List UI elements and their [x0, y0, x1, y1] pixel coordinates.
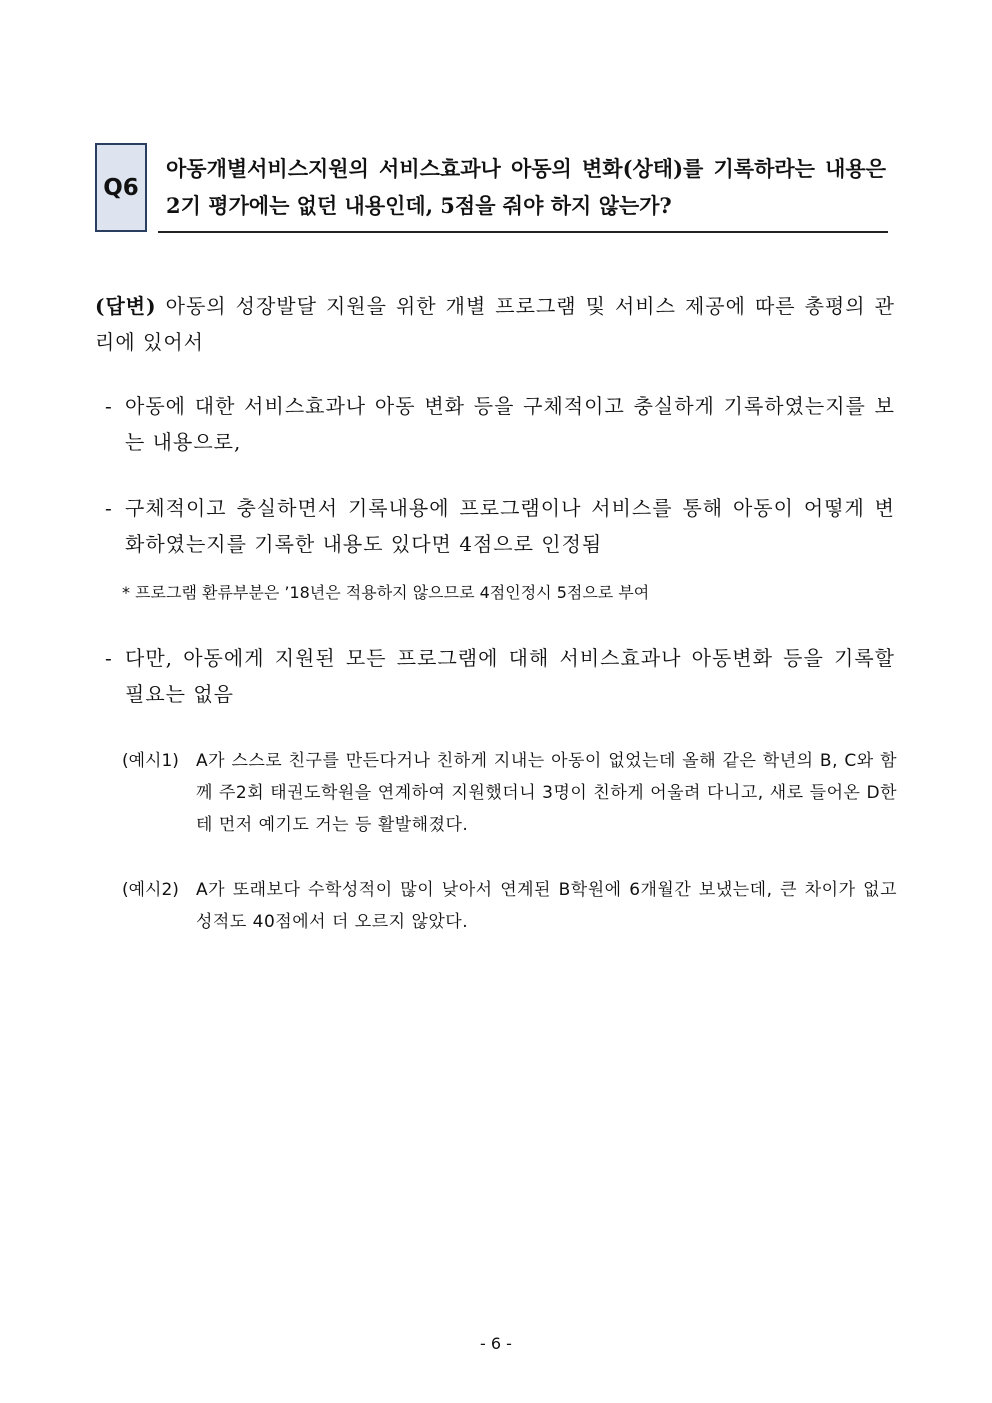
footnote: * 프로그램 환류부분은 ’18년은 적용하지 않으므로 4점인정시 5점으로 부여 [122, 583, 650, 602]
example-text: A가 또래보다 수학성적이 많이 낮아서 연계된 B학원에 6개월간 보냈는데, 큰 차이가 없고 성적도 40점에서 더 오르지 않았다. [196, 880, 897, 932]
bullet-item [105, 640, 895, 712]
example-item [122, 874, 897, 938]
bullet-item [105, 388, 895, 460]
example-item [122, 745, 897, 841]
bullet-dash: - [105, 394, 113, 418]
bullet-text: 다만, 아동에게 지원된 모든 프로그램에 대해 서비스효과나 아동변화 등을 기록할 필요는 없음 [125, 646, 895, 706]
question-underline [158, 231, 888, 233]
example-text: A가 스스로 친구를 만든다거나 친하게 지내는 아동이 없었는데 올해 같은 학년의 B, C와 함께 주2회 태권도학원을 연계하여 지원했더니 3명이 친하게 어울려 다니고, 새로 들어온 D한테 먼저 예기도 거는 등 활발해졌다. [196, 751, 897, 835]
question-number: Q6 [103, 174, 139, 201]
example-label: (예시1) [122, 751, 179, 771]
bullet-dash: - [105, 496, 113, 520]
page-number: - 6 - [480, 1334, 512, 1353]
answer-paragraph [95, 288, 895, 360]
bullet-text: 아동에 대한 서비스효과나 아동 변화 등을 구체적이고 충실하게 기록하였는지를 보는 내용으로, [125, 394, 895, 454]
question-number-box [95, 143, 147, 232]
answer-intro: 아동의 성장발달 지원을 위한 개별 프로그램 및 서비스 제공에 따른 총평의 관리에 있어서 [95, 294, 895, 354]
bullet-item [105, 490, 895, 562]
answer-label: (답변) [95, 294, 157, 318]
bullet-dash: - [105, 646, 113, 670]
bullet-text: 구체적이고 충실하면서 기록내용에 프로그램이나 서비스를 통해 아동이 어떻게 변화하였는지를 기록한 내용도 있다면 4점으로 인정됨 [125, 496, 895, 556]
question-title: 아동개별서비스지원의 서비스효과나 아동의 변화(상태)를 기록하라는 내용은 2기 평가에는 없던 내용인데, 5점을 줘야 하지 않는가? [166, 156, 886, 218]
example-label: (예시2) [122, 880, 179, 900]
